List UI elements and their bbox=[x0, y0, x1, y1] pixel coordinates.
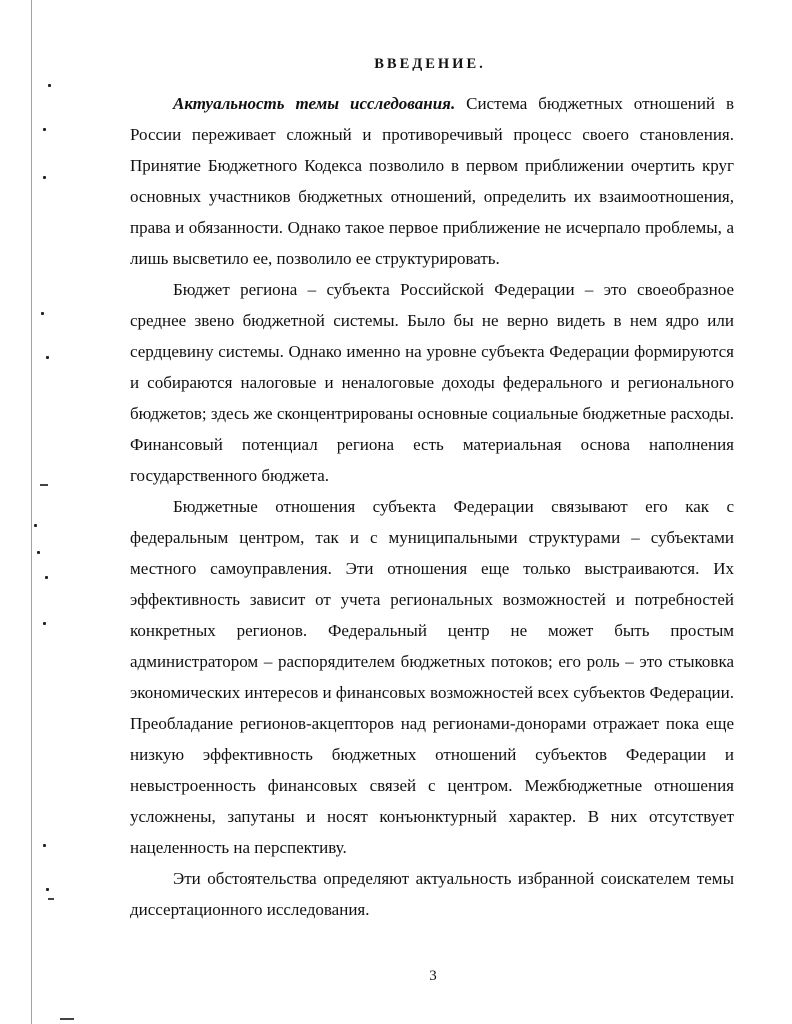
scan-speck bbox=[43, 128, 46, 131]
paragraph-relevance bbox=[130, 88, 734, 274]
paragraph-conclusion: Эти обстоятельства определяют актуальность избранной соискателем темы диссертационного исследования. bbox=[130, 869, 734, 919]
scan-edge-line bbox=[31, 0, 32, 1024]
scan-speck bbox=[46, 888, 49, 891]
scan-speck bbox=[45, 576, 48, 579]
scan-mark bbox=[40, 484, 48, 486]
paragraph-text: Система бюджетных отношений в России переживает сложный и противоречивый процесс своего становления. Принятие Бюджетного Кодекса позволило в первом приближении очертить круг основных участников бюджетных отношений, определить их взаимоотношения, права и обязанности. Однако такое первое приближение не исчерпало проблемы, а лишь высветило ее, позволило ее структурировать. bbox=[130, 94, 734, 268]
scan-mark bbox=[48, 898, 54, 900]
scan-mark bbox=[60, 1018, 74, 1020]
document-body bbox=[130, 88, 734, 925]
paragraph-budget-relations: Бюджетные отношения субъекта Федерации связывают его как с федеральным центром, так и с муниципальными структурами – субъектами местного самоуправления. Эти отношения еще только выстраиваются. Их эффективность зависит от учета региональных возможностей и потребностей конкретных регионов. Федеральный центр не может быть простым администратором – распорядителем бюджетных потоков; его роль – это стыковка экономических интересов и финансовых возможностей всех субъектов Федерации. Преобладание регионов-акцепторов над регионами-донорами отражает пока еще низкую эффективность бюджетных отношений субъектов Федерации и невыстроенность финансовых связей с центром. Межбюджетные отношения усложнены, запутаны и носят конъюнктурный характер. В них отсутствует нацеленность на перспективу. bbox=[130, 497, 734, 857]
scan-speck bbox=[43, 844, 46, 847]
scan-speck bbox=[43, 176, 46, 179]
scan-speck bbox=[37, 551, 40, 554]
paragraph-lead: Актуальность темы исследования. bbox=[173, 94, 456, 113]
paragraph-regional-budget: Бюджет региона – субъекта Российской Федерации – это своеобразное среднее звено бюджетной системы. Было бы не верно видеть в нем ядро или сердцевину системы. Однако именно на уровне субъекта Федерации формируются и собираются налоговые и неналоговые доходы федерального и регионального бюджетов; здесь же сконцентрированы основные социальные бюджетные расходы. Финансовый потенциал региона есть материальная основа наполнения государственного бюджета. bbox=[130, 280, 734, 485]
scan-speck bbox=[46, 356, 49, 359]
scan-speck bbox=[43, 622, 46, 625]
scan-speck bbox=[48, 84, 51, 87]
scan-speck bbox=[41, 312, 44, 315]
scan-speck bbox=[34, 524, 37, 527]
page-title: ВВЕДЕНИЕ. bbox=[374, 56, 486, 72]
page-number: 3 bbox=[429, 968, 437, 984]
